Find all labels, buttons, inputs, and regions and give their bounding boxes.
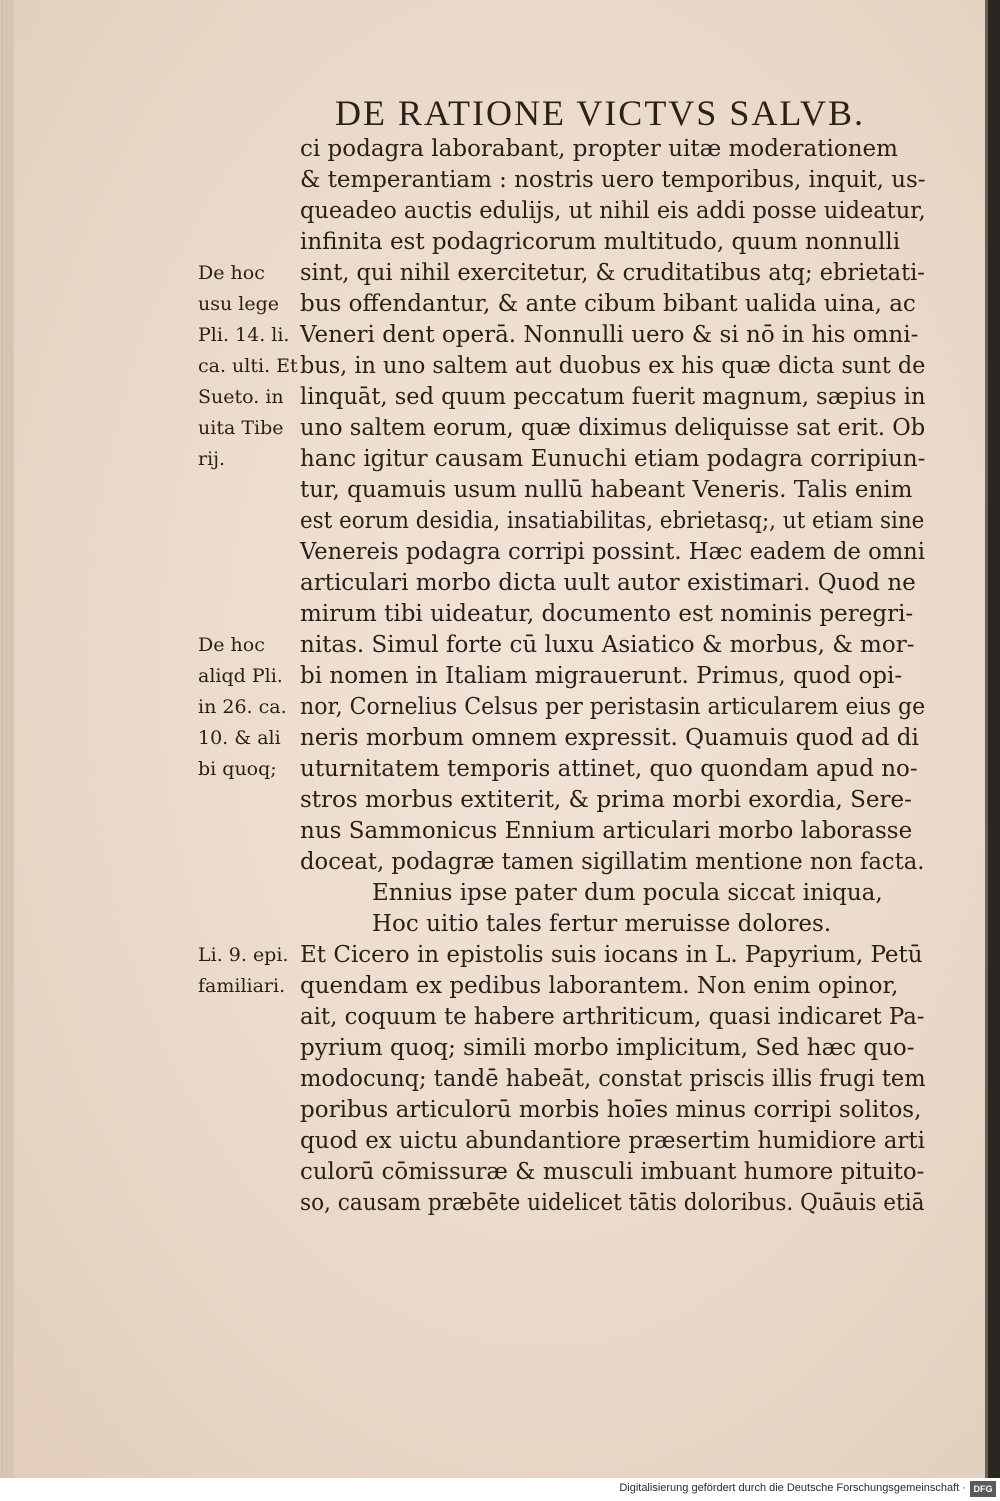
text-line: neris morbum omnem expressit. Quamuis quod ad di: [300, 725, 919, 751]
text-line: modocunq; tandē habeāt, constat priscis illis frugi tem: [300, 1066, 926, 1092]
text-line: Venereis podagra corripi possint. Hæc eadem de omni: [300, 539, 925, 565]
marginal-line: De hoc: [198, 634, 265, 656]
dfg-logo: DFG: [970, 1481, 996, 1497]
marginal-line: 10. & ali: [198, 727, 281, 749]
text-line: nitas. Simul forte cū luxu Asiatico & morbus, & mor-: [300, 632, 915, 658]
text-line: quendam ex pedibus laborantem. Non enim opinor,: [300, 973, 899, 999]
marginal-line: Li. 9. epi.: [198, 944, 289, 966]
marginal-note-pliny-suetonius: [198, 258, 298, 475]
text-line: bi nomen in Italiam migrauerunt. Primus, quod opi-: [300, 663, 903, 689]
marginal-line: in 26. ca.: [198, 696, 287, 718]
main-text-block: [300, 134, 925, 1219]
text-line: culorū cōmissuræ & musculi imbuant humore pituito-: [300, 1159, 925, 1185]
text-line: tur, quamuis usum nullū habeant Veneris. Talis enim: [300, 477, 913, 503]
text-line: nus Sammonicus Ennium articulari morbo laborasse: [300, 818, 913, 844]
text-line: quod ex uictu abundantiore præsertim humidiore arti: [300, 1128, 925, 1154]
marginal-line: Pli. 14. li.: [198, 324, 290, 346]
text-line: bus, in uno saltem aut duobus ex his quæ dicta sunt de: [300, 353, 926, 379]
text-line: articulari morbo dicta uult autor existimari. Quod ne: [300, 570, 916, 596]
marginal-line: rij.: [198, 448, 226, 470]
text-line: poribus articulorū morbis hoīes minus corripi solitos,: [300, 1097, 922, 1123]
text-line: ait, coquum te habere arthriticum, quasi indicaret Pa-: [300, 1004, 925, 1030]
text-line: mirum tibi uideatur, documento est nominis peregri-: [300, 601, 914, 627]
text-line: stros morbus extiterit, & prima morbi exordia, Sere-: [300, 787, 912, 813]
text-line: pyrium quoq; simili morbo implicitum, Sed hæc quo-: [300, 1035, 915, 1061]
marginal-line: ca. ulti. Et: [198, 355, 298, 377]
marginal-line: aliqd Pli.: [198, 665, 283, 687]
text-line: nor, Cornelius Celsus per peristasin articularem eius ge: [300, 694, 926, 720]
marginal-line: De hoc: [198, 262, 265, 284]
text-line: ci podagra laborabant, propter uitæ moderationem: [300, 136, 898, 162]
text-line: uno saltem eorum, quæ diximus deliquisse sat erit. Ob: [300, 415, 926, 441]
text-line: hanc igitur causam Eunuchi etiam podagra corripiun-: [300, 446, 926, 472]
text-line: so, causam præbēte uidelicet tātis doloribus. Quāuis etiā: [300, 1190, 925, 1216]
text-line: Et Cicero in epistolis suis iocans in L. Papyrium, Petū: [300, 942, 923, 968]
marginal-line: Sueto. in: [198, 386, 284, 408]
marginal-note-pliny-26: [198, 630, 298, 785]
footer-bar: [0, 1478, 1000, 1501]
text-line: & temperantiam : nostris uero temporibus, inquit, us-: [300, 167, 926, 193]
verse-line: Ennius ipse pater dum pocula siccat iniqua,: [372, 880, 883, 906]
marginal-note-cicero: [198, 940, 298, 1002]
text-line: uturnitatem temporis attinet, quo quondam apud no-: [300, 756, 918, 782]
text-line: linquāt, sed quum peccatum fuerit magnum, sæpius in: [300, 384, 926, 410]
text-line: bus offendantur, & ante cibum bibant ualida uina, ac: [300, 291, 916, 317]
text-line: queadeo auctis edulijs, ut nihil eis addi posse uideatur,: [300, 198, 926, 224]
marginal-line: bi quoq;: [198, 758, 277, 780]
text-line: infinita est podagricorum multitudo, quum nonnulli: [300, 229, 901, 255]
marginal-line: usu lege: [198, 293, 279, 315]
text-line: sint, qui nihil exercitetur, & cruditatibus atq; ebrietati-: [300, 260, 925, 286]
running-head: DE RATIONE VICTVS SALVB.: [335, 93, 866, 133]
page-edges: [0, 0, 14, 1478]
text-line: est eorum desidia, insatiabilitas, ebrietasq;, ut etiam sine: [300, 508, 925, 534]
verse-line: Hoc uitio tales fertur meruisse dolores.: [372, 911, 832, 937]
digitization-credit: Digitalisierung gefördert durch die Deutsche Forschungsgemeinschaft ·: [619, 1482, 966, 1494]
text-line: doceat, podagræ tamen sigillatim mentione non facta.: [300, 849, 925, 875]
marginal-line: uita Tibe: [198, 417, 284, 439]
marginal-line: familiari.: [198, 975, 286, 997]
text-line: Veneri dent operā. Nonnulli uero & si nō in his omni-: [300, 322, 919, 348]
